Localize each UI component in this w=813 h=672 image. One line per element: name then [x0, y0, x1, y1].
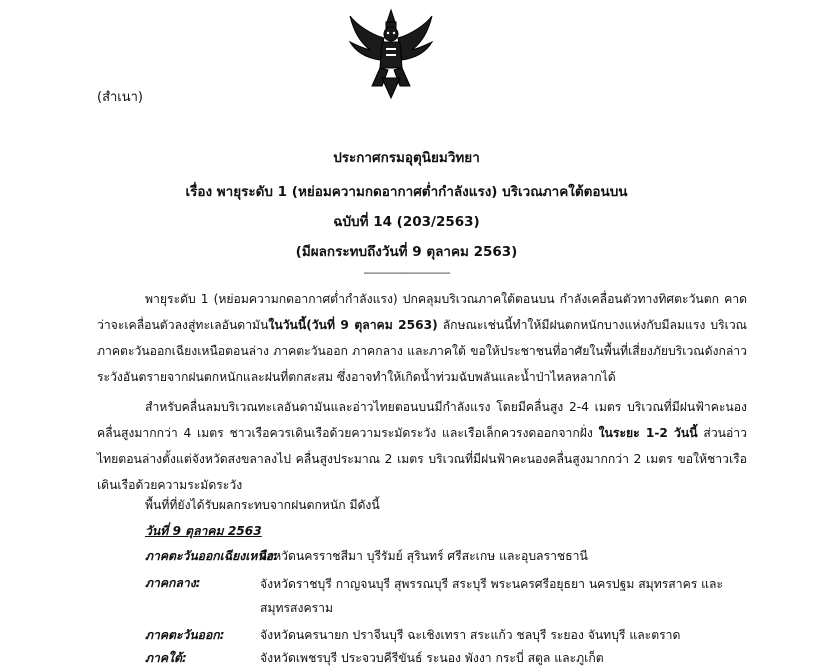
- paragraph-storm-text-a: พายุระดับ 1 (หย่อมความกดอากาศต่ำกำลังแรง) ปกคลุมบริเวณภาคใต้ตอนบน กำลังเคลื่อนตัวทางทิศตะวันตก คาดว่าจะเคลื่อนตัวลงสู่ทะเลอันดามัน: [97, 292, 747, 332]
- paragraph-storm-bold: ในวันนี้(วันที่ 9 ตุลาคม 2563): [268, 318, 438, 332]
- region-name: ภาคใต้:: [145, 651, 187, 665]
- announcement-title: ประกาศกรมอุตุนิยมวิทยา: [333, 150, 480, 166]
- effective-date: (มีผลกระทบถึงวันที่ 9 ตุลาคม 2563): [295, 244, 518, 260]
- paragraph-waves-bold: ในระยะ 1-2 วันนี้: [598, 426, 698, 440]
- region-name: ภาคตะวันออก:: [145, 628, 225, 642]
- paragraph-storm-text-b: ลักษณะเช่นนี้ทำให้มีฝนตกหนักบางแห่งกับมีลมแรง บริเวณภาคตะวันออกเฉียงเหนือตอนล่าง ภาคตะวันออก ภาคกลาง และภาคใต้ ขอให้ประชาชนที่อาศัยในพื้นที่เสี่ยงภัยบริเวณดังกล่าวระวังอันตรายจากฝนตกหนักและฝนที่ตกสะสม ซึ่งอาจทำให้เกิดน้ำท่วมฉับพลันและน้ำป่าไหลหลากได้: [97, 318, 747, 384]
- issue-number: ฉบับที่ 14 (203/2563): [333, 214, 480, 230]
- separator-line: -----------------------------: [363, 266, 450, 279]
- region-name: ภาคกลาง:: [145, 576, 201, 590]
- paragraph-waves: [97, 394, 747, 498]
- affected-intro: พื้นที่ที่ยังได้รับผลกระทบจากฝนตกหนัก มีดังนี้: [145, 498, 380, 512]
- region-provinces: จังหวัดนครนายก ปราจีนบุรี ฉะเชิงเทรา สระแก้ว ชลบุรี ระยอง จันทบุรี และตราด: [260, 628, 681, 642]
- garuda-emblem-icon: [346, 8, 436, 100]
- paragraph-waves-text-a: สำหรับคลื่นลมบริเวณทะเลอันดามันและอ่าวไทยตอนบนมีกำลังแรง โดยมีคลื่นสูง 2-4 เมตร บริเวณที่มีฝนฟ้าคะนองคลื่นสูงมากกว่า 4 เมตร ชาวเรือควรเดินเรือด้วยความระมัดระวัง และเรือเล็กควรงดออกจากฝั่ง: [97, 400, 747, 440]
- announcement-subject: เรื่อง พายุระดับ 1 (หย่อมความกดอากาศต่ำกำลังแรง) บริเวณภาคใต้ตอนบน: [185, 184, 628, 200]
- paragraph-waves-text-b: ส่วนอ่าวไทยตอนล่างตั้งแต่จังหวัดสงขลาลงไป คลื่นสูงประมาณ 2 เมตร บริเวณที่มีฝนฟ้าคะนองคลื่นสูงมากกว่า 2 เมตร ขอให้ชาวเรือเดินเรือด้วยความระมัดระวัง: [97, 426, 747, 492]
- region-provinces: จังหวัดเพชรบุรี ประจวบคีรีขันธ์ ระนอง พังงา กระบี่ สตูล และภูเก็ต: [260, 651, 604, 665]
- affected-date: วันที่ 9 ตุลาคม 2563: [145, 524, 262, 538]
- region-name: ภาคตะวันออกเฉียงเหนือ:: [145, 549, 278, 563]
- region-provinces: จังหวัดราชบุรี กาญจนบุรี สุพรรณบุรี สระบุรี พระนครศรีอยุธยา นครปฐม สมุทรสาคร และสมุทรสงคราม: [260, 577, 724, 615]
- paragraph-storm: [97, 286, 747, 390]
- copy-label: (สำเนา): [97, 90, 144, 105]
- region-provinces: จังหวัดนครราชสีมา บุรีรัมย์ สุรินทร์ ศรีสะเกษ และอุบลราชธานี: [260, 549, 588, 563]
